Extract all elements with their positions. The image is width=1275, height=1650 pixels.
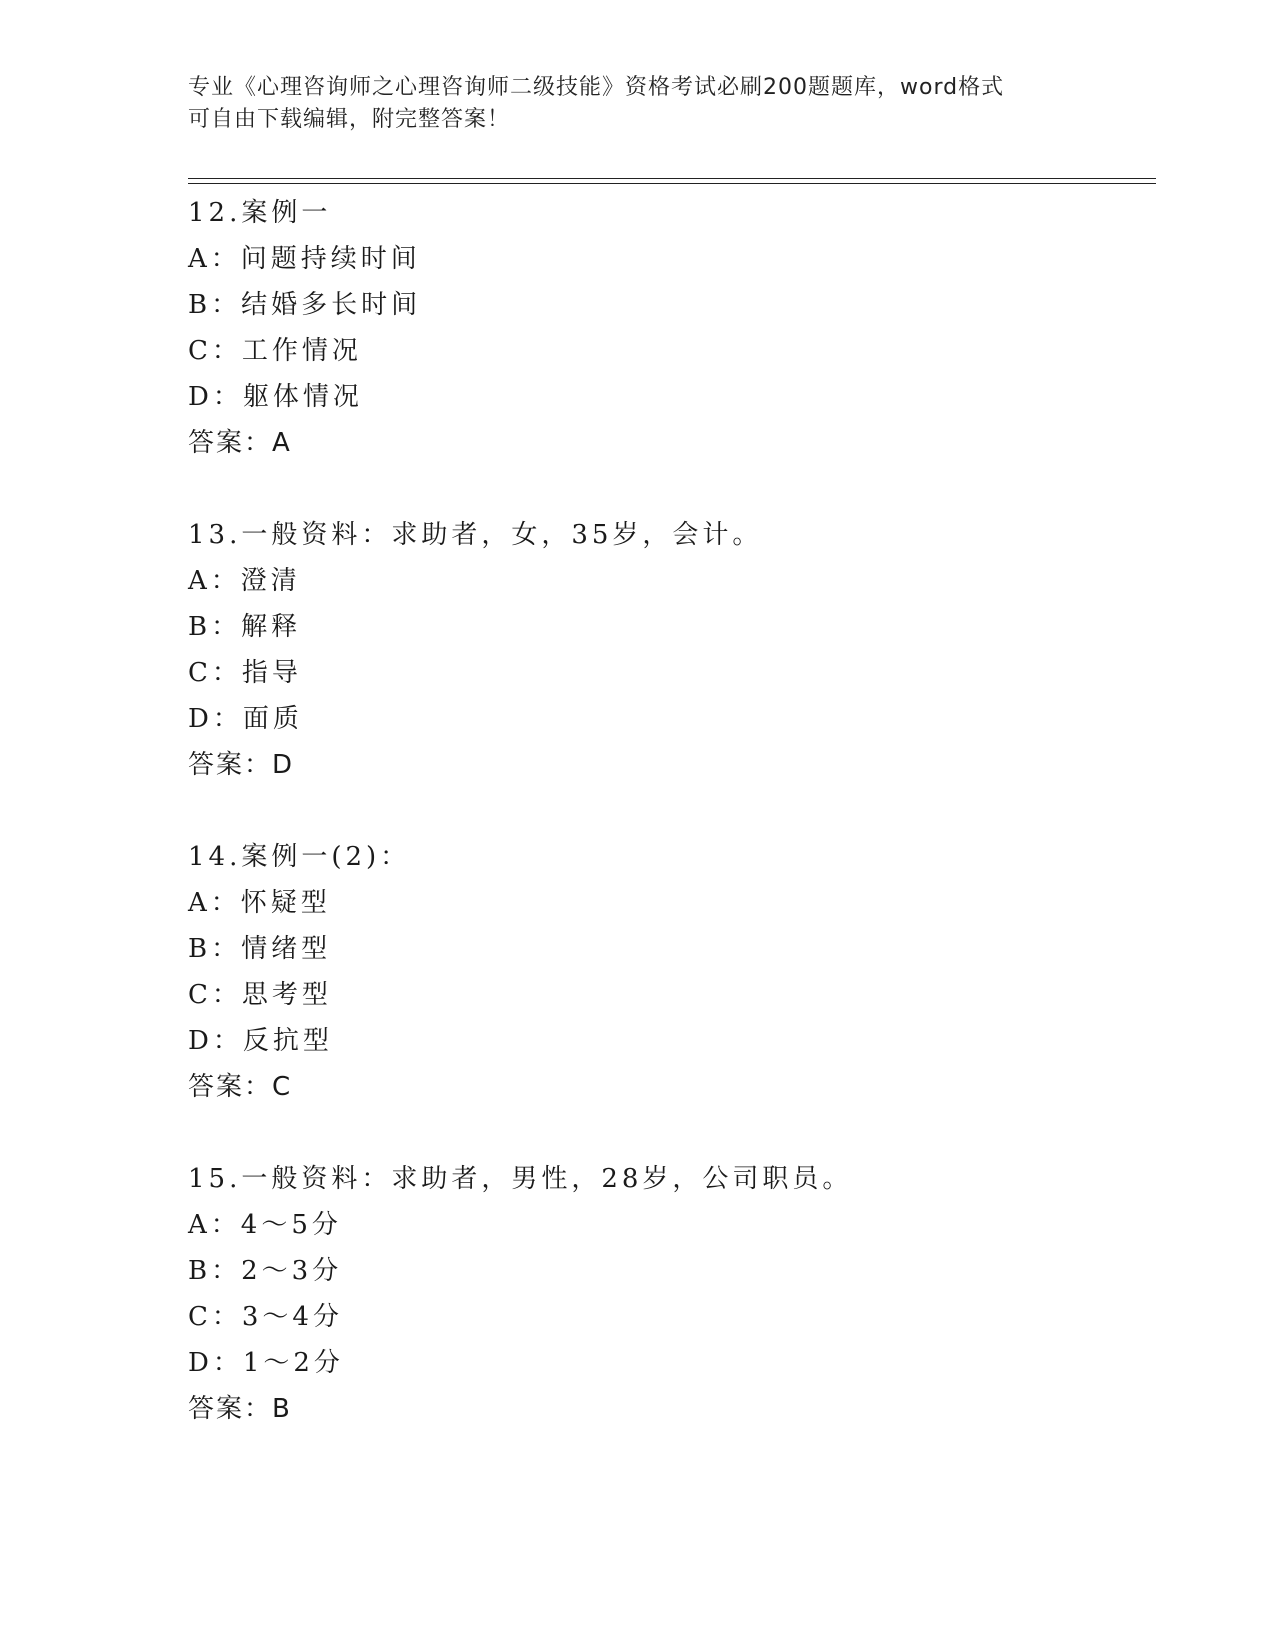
option-d: D：1～2分 (188, 1348, 344, 1378)
option-d: D：面质 (188, 704, 303, 734)
option-c: C：3～4分 (188, 1302, 343, 1332)
option-a: A：4～5分 (188, 1210, 342, 1240)
option-a: A：怀疑型 (188, 888, 331, 918)
option-b: B：解释 (188, 612, 302, 642)
header-title-line-2: 可自由下载编辑，附完整答案！ (188, 107, 511, 132)
answer-line: 答案：D (188, 750, 295, 780)
header-divider-bottom (188, 183, 1156, 184)
question-stem: 15.一般资料：求助者，男性，28岁，公司职员。 (188, 1164, 853, 1194)
question-stem: 13.一般资料：求助者，女，35岁，会计。 (188, 520, 763, 550)
question-15 (188, 1156, 1148, 1432)
question-12 (188, 190, 1148, 466)
answer-line: 答案：A (188, 428, 292, 458)
document-header (188, 72, 1088, 136)
question-13 (188, 512, 1148, 788)
option-b: B：情绪型 (188, 934, 332, 964)
option-d: D：躯体情况 (188, 382, 363, 412)
question-stem: 12.案例一 (188, 198, 332, 228)
option-b: B：2～3分 (188, 1256, 343, 1286)
question-stem: 14.案例一(2)： (188, 842, 411, 872)
option-d: D：反抗型 (188, 1026, 333, 1056)
option-a: A：澄清 (188, 566, 301, 596)
question-list (188, 190, 1148, 1478)
answer-line: 答案：C (188, 1072, 293, 1102)
question-14 (188, 834, 1148, 1110)
option-b: B：结婚多长时间 (188, 290, 422, 320)
header-divider-top (188, 178, 1156, 179)
option-c: C：工作情况 (188, 336, 362, 366)
answer-line: 答案：B (188, 1394, 292, 1424)
option-a: A：问题持续时间 (188, 244, 421, 274)
option-c: C：指导 (188, 658, 302, 688)
header-title-line-1: 专业《心理咨询师之心理咨询师二级技能》资格考试必刷200题题库，word格式 (188, 75, 1005, 100)
option-c: C：思考型 (188, 980, 332, 1010)
